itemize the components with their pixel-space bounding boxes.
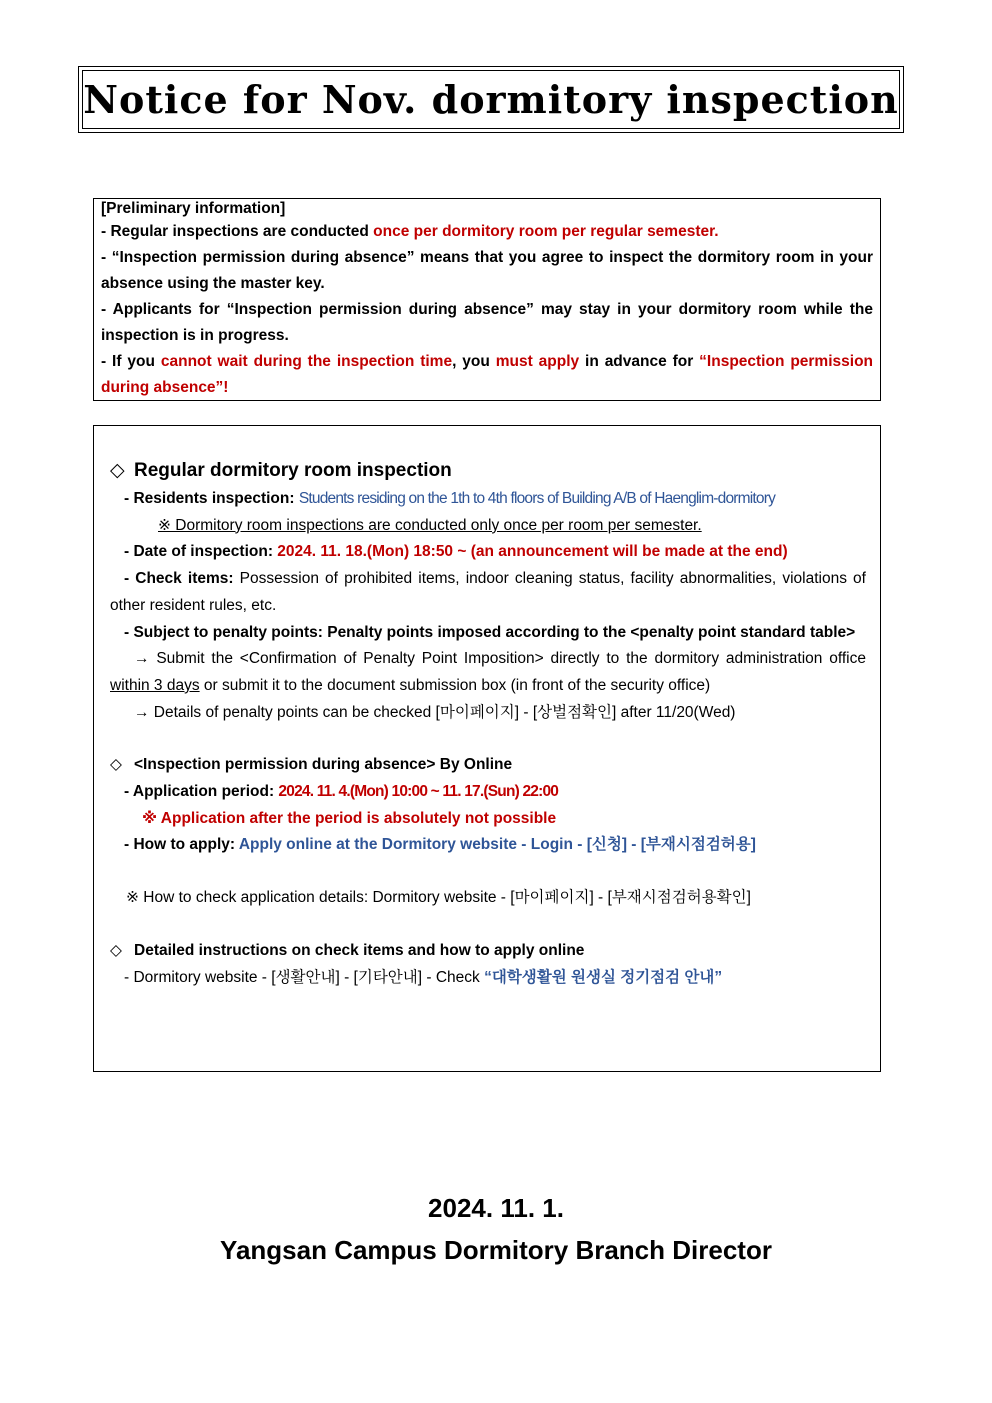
application-period: [110, 779, 866, 806]
how-to-apply: [110, 832, 866, 859]
preliminary-item-4: [101, 349, 873, 401]
label: - Residents inspection:: [124, 490, 299, 507]
highlight-text: “Inspection permission during absence”!: [101, 353, 874, 396]
highlight-text: once per dormitory room per regular semester.: [373, 223, 719, 240]
section-detailed-title: [110, 938, 866, 965]
preliminary-info-box: [93, 198, 881, 401]
highlight-text: cannot wait during the inspection time: [160, 353, 453, 370]
text: or submit it to the document submission box (in front of the security office): [199, 676, 711, 694]
text: - Regular inspections are conducted: [101, 223, 374, 240]
text: - If you: [101, 353, 161, 370]
check-value: Possession of prohibited items, indoor cleaning status, facility abnormalities, violations of other resident rules, etc.: [110, 570, 866, 614]
section-title-text: Regular dormitory room inspection: [134, 460, 452, 481]
notice-title-link: “대학생활원 원생실 정기점검 안내”: [484, 968, 723, 986]
highlight-text: must apply: [495, 353, 580, 370]
preliminary-heading: [Preliminary information]: [101, 200, 286, 217]
label: - Application period:: [124, 783, 279, 801]
once-per-semester-note: [110, 513, 866, 540]
diamond-icon: ◇: [110, 941, 122, 959]
apply-value: Apply online at the Dormitory website - Login - [신청] - [부재시점검허용]: [238, 836, 756, 854]
footer-signature: Yangsan Campus Dormitory Branch Director: [220, 1235, 772, 1265]
text: - Dormitory website - [생활안내] - [기타안내] - Check: [124, 968, 485, 986]
text: , you: [452, 353, 496, 370]
note-text: ※ Dormitory room inspections are conducted only once per room per semester.: [158, 516, 702, 534]
title-inner-border: [82, 70, 900, 129]
preliminary-item-2: - “Inspection permission during absence” means that you agree to inspect the dormitory room in your absence using the master key.: [101, 249, 873, 292]
residents-inspection: [110, 486, 866, 513]
late-application-warning: ※ Application after the period is absolutely not possible: [142, 809, 557, 827]
submit-confirmation: [110, 646, 866, 699]
inspection-date: [110, 539, 866, 566]
penalty-details: → Details of penalty points can be checked [마이페이지] - [상벌점확인] after 11/20(Wed): [134, 703, 736, 721]
penalty-points: - Subject to penalty points: Penalty points imposed according to the <penalty point standard table>: [124, 623, 856, 641]
diamond-icon: ◇: [110, 460, 125, 481]
check-application-details: ※ How to check application details: Dormitory website - [마이페이지] - [부재시점검허용확인]: [126, 889, 751, 907]
text: → Submit the <Confirmation of Penalty Point Imposition> directly to the dormitory administration office: [134, 650, 866, 668]
residents-value: Students residing on the 1th to 4th floors of Building A/B of Haenglim-dormitory: [298, 490, 776, 507]
date-value: 2024. 11. 18.(Mon) 18:50 ~ (an announcement will be made at the end): [277, 543, 788, 561]
label: - Date of inspection:: [124, 543, 278, 561]
title-box: [78, 66, 904, 133]
diamond-icon: ◇: [110, 756, 122, 774]
section-title-text: <Inspection permission during absence> By Online: [134, 756, 513, 774]
section-absence-title: [110, 752, 866, 779]
section-title-text: Detailed instructions on check items and how to apply online: [134, 941, 585, 959]
main-info-box: [93, 425, 881, 1072]
preliminary-item-1: [101, 219, 873, 245]
check-items: [110, 566, 866, 619]
preliminary-item-3: - Applicants for “Inspection permission during absence” may stay in your dormitory room while the inspection is in progress.: [101, 301, 873, 344]
footer-date: 2024. 11. 1.: [428, 1193, 564, 1223]
label: - How to apply:: [124, 836, 239, 854]
period-value: 2024. 11. 4.(Mon) 10:00 ~ 11. 17.(Sun) 22:00: [278, 783, 559, 801]
deadline-text: within 3 days: [110, 676, 200, 694]
page-title: Notice for Nov. dormitory inspection: [83, 77, 899, 122]
label: - Check items:: [124, 570, 240, 588]
text: in advance for: [579, 353, 700, 370]
section-regular-title: [110, 456, 866, 486]
detailed-instructions-line: [110, 965, 866, 992]
